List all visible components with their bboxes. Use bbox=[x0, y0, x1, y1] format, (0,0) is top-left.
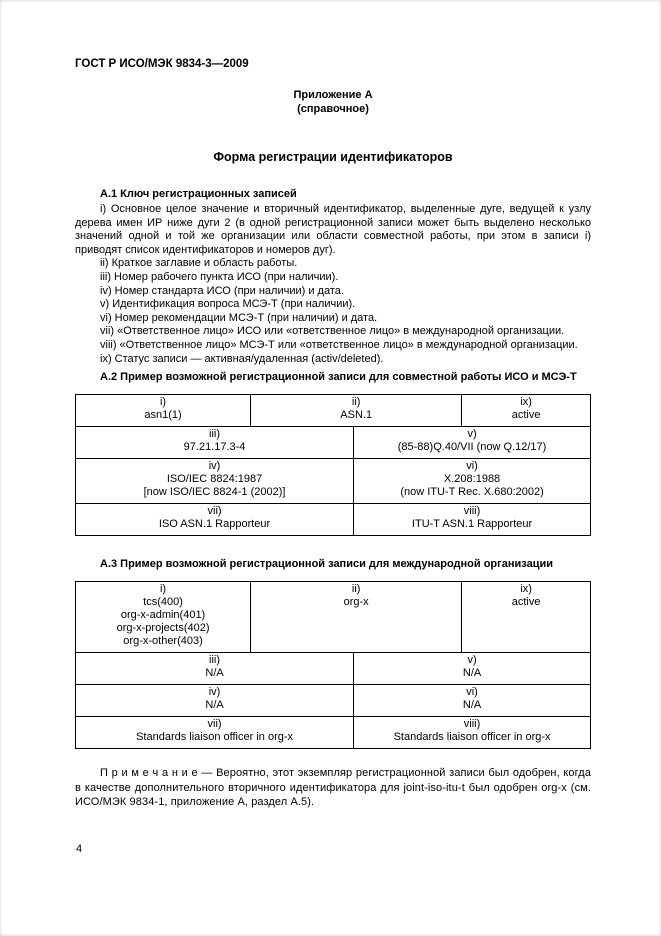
note-paragraph: П р и м е ч а н и е — Вероятно, этот экземпляр регистрационной записи был одобрен, когда в качестве дополнительного вторичного идентификатора для joint-iso-itu-t был одобрен org-x (см. ИСО/МЭК 9834-1, приложение А, раздел А.5). bbox=[75, 767, 591, 809]
table-row bbox=[76, 653, 591, 685]
cell-value: X.208:1988 bbox=[443, 473, 501, 486]
cell-label: vi) bbox=[466, 460, 478, 473]
cell-label: v) bbox=[467, 428, 477, 441]
list-item-iv: iv) Номер стандарта ИСО (при наличии) и дата. bbox=[100, 284, 344, 297]
cell-label: i) bbox=[159, 396, 167, 409]
table-row bbox=[76, 395, 591, 427]
cell-label: ii) bbox=[351, 396, 361, 409]
table-cell bbox=[76, 395, 251, 427]
registration-table-a3 bbox=[75, 581, 591, 749]
list-item-vi: vi) Номер рекомендации МСЭ-Т (при наличии) и дата. bbox=[100, 311, 378, 324]
table-cell bbox=[76, 653, 354, 685]
cell-value: [now ISO/IEC 8824-1 (2002)] bbox=[143, 486, 286, 499]
cell-label: iv) bbox=[208, 686, 221, 699]
cell-label: vii) bbox=[207, 718, 222, 731]
table-cell bbox=[462, 395, 591, 427]
table-cell bbox=[76, 717, 354, 749]
cell-value: org-x-other(403) bbox=[123, 635, 203, 648]
list-item-i: i) Основное целое значение и вторичный идентификатор, выделенные дуге, ведущей к узлу дерева имен ИР ниже дуги 2 (в одной регистрационной записи может быть выделено несколько значений одной и той же организации или области совместной работы, при этом в записи i) приводят список идентификаторов и номеров дуг). bbox=[75, 203, 591, 256]
cell-label: ii) bbox=[351, 583, 361, 596]
cell-label: viii) bbox=[463, 505, 481, 518]
key-list bbox=[75, 203, 591, 366]
cell-label: iii) bbox=[209, 428, 221, 441]
cell-value: (85-88)Q.40/VII (now Q.12/17) bbox=[397, 441, 547, 454]
table-cell bbox=[76, 685, 354, 717]
cell-value: org-x bbox=[343, 596, 369, 609]
annex-block bbox=[75, 88, 591, 116]
table-cell bbox=[354, 685, 591, 717]
table-row bbox=[76, 427, 591, 459]
cell-label: i) bbox=[159, 583, 167, 596]
cell-value: org-x-admin(401) bbox=[120, 609, 206, 622]
table-row bbox=[76, 685, 591, 717]
table-cell bbox=[462, 582, 591, 653]
table-row bbox=[76, 717, 591, 749]
registration-table-a2 bbox=[75, 394, 591, 536]
cell-value: N/A bbox=[462, 667, 482, 680]
table-cell bbox=[251, 395, 462, 427]
page-number: 4 bbox=[76, 843, 83, 855]
table-row bbox=[76, 582, 591, 653]
table-cell bbox=[76, 427, 354, 459]
page-content bbox=[75, 58, 591, 821]
cell-label: ix) bbox=[520, 583, 532, 596]
cell-label: iii) bbox=[209, 654, 221, 667]
table-cell bbox=[354, 504, 591, 536]
cell-value: N/A bbox=[205, 667, 224, 680]
table-cell bbox=[354, 427, 591, 459]
cell-label: viii) bbox=[463, 718, 481, 731]
list-item-ix: ix) Статус записи — активная/удаленная (activ/deleted). bbox=[100, 352, 384, 365]
cell-value: 97.21.17.3-4 bbox=[183, 441, 246, 454]
list-item-viii: viii) «Ответственное лицо» МСЭ-Т или «ответственное лицо» в международной организации. bbox=[100, 338, 578, 351]
table-cell bbox=[251, 582, 462, 653]
section-a1-title: А.1 Ключ регистрационных записей bbox=[100, 188, 297, 200]
cell-label: vii) bbox=[207, 505, 222, 518]
cell-label: vi) bbox=[466, 686, 478, 699]
document-header: ГОСТ Р ИСО/МЭК 9834-3—2009 bbox=[75, 58, 249, 70]
cell-label: v) bbox=[467, 654, 477, 667]
table-cell bbox=[354, 653, 591, 685]
table-cell bbox=[354, 717, 591, 749]
cell-value: active bbox=[511, 596, 541, 609]
cell-value: (now ITU-T Rec. X.680:2002) bbox=[400, 486, 544, 499]
cell-value: tcs(400) bbox=[143, 596, 183, 609]
cell-value: active bbox=[511, 409, 541, 422]
table-row bbox=[76, 459, 591, 504]
table-cell bbox=[76, 459, 354, 504]
table-cell bbox=[76, 582, 251, 653]
section-a3-title: А.3 Пример возможной регистрационной записи для международной организации bbox=[100, 558, 553, 571]
cell-value: asn1(1) bbox=[144, 409, 182, 422]
cell-value: N/A bbox=[462, 699, 482, 712]
table-cell bbox=[354, 459, 591, 504]
list-item-iii: iii) Номер рабочего пункта ИСО (при наличии). bbox=[100, 270, 339, 283]
list-item-vii: vii) «Ответственное лицо» ИСО или «ответственное лицо» в международной организации. bbox=[100, 325, 565, 338]
list-item-v: v) Идентификация вопроса МСЭ-Т (при наличии). bbox=[100, 298, 356, 311]
cell-value: org-x-projects(402) bbox=[116, 622, 210, 635]
list-item-ii: ii) Краткое заглавие и область работы. bbox=[100, 257, 298, 270]
section-a2-title: А.2 Пример возможной регистрационной записи для совместной работы ИСО и МСЭ-Т bbox=[100, 371, 577, 384]
table-cell bbox=[76, 504, 354, 536]
cell-value: ISO ASN.1 Rapporteur bbox=[158, 518, 271, 531]
cell-value: ASN.1 bbox=[340, 409, 373, 422]
cell-value: ISO/IEC 8824:1987 bbox=[166, 473, 263, 486]
cell-label: iv) bbox=[208, 460, 221, 473]
table-row bbox=[76, 504, 591, 536]
cell-value: ITU-T ASN.1 Rapporteur bbox=[411, 518, 533, 531]
cell-value: Standards liaison officer in org-x bbox=[393, 731, 551, 744]
cell-label: ix) bbox=[520, 396, 532, 409]
annex-title: Приложение А bbox=[293, 89, 373, 101]
page-title: Форма регистрации идентификаторов bbox=[213, 150, 453, 164]
cell-value: Standards liaison officer in org-x bbox=[136, 731, 294, 744]
cell-value: N/A bbox=[205, 699, 224, 712]
annex-subtitle: (справочное) bbox=[297, 103, 369, 115]
